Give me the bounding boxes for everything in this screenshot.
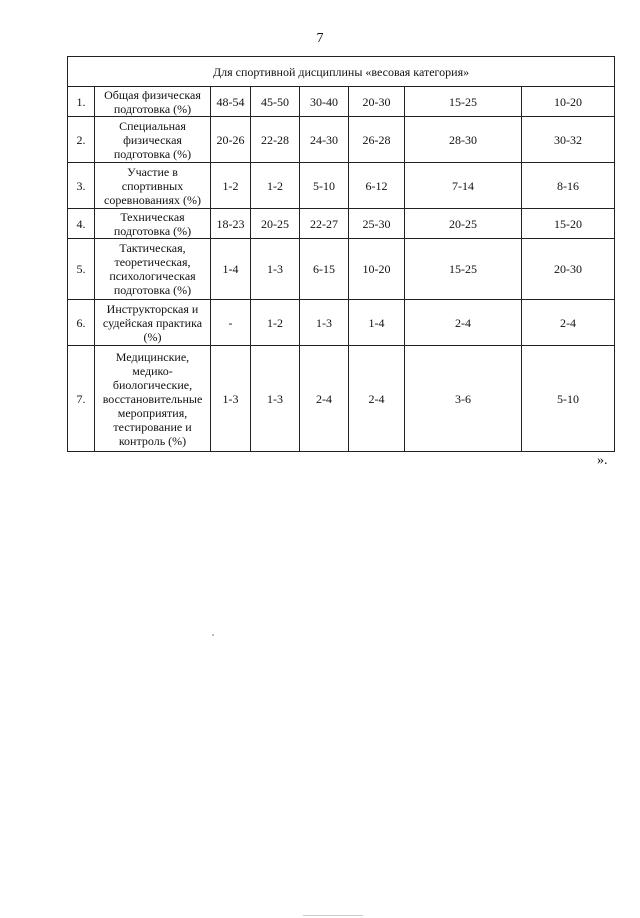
table-row: [68, 87, 615, 117]
scan-speck: [212, 634, 214, 636]
row-label: Общая физическая подготовка (%): [95, 87, 211, 117]
value-cell: 5-10: [300, 163, 349, 209]
value-cell: 15-20: [522, 209, 615, 239]
value-cell: 45-50: [251, 87, 300, 117]
row-number: 3.: [68, 163, 95, 209]
row-number: 1.: [68, 87, 95, 117]
table-row: [68, 346, 615, 452]
row-label: Техническая подготовка (%): [95, 209, 211, 239]
value-cell: 2-4: [349, 346, 405, 452]
value-cell: 22-28: [251, 117, 300, 163]
value-cell: 20-26: [211, 117, 251, 163]
value-cell: 25-30: [349, 209, 405, 239]
value-cell: 28-30: [405, 117, 522, 163]
table-row: [68, 239, 615, 300]
table-row: [68, 209, 615, 239]
row-number: 2.: [68, 117, 95, 163]
row-label: Медицинские, медико-биологические, восстановительные мероприятия, тестирование и контроль (%): [95, 346, 211, 452]
value-cell: 24-30: [300, 117, 349, 163]
value-cell: 1-3: [251, 346, 300, 452]
row-label: Специальная физическая подготовка (%): [95, 117, 211, 163]
value-cell: 6-15: [300, 239, 349, 300]
scan-speck: [303, 915, 363, 916]
row-label: Тактическая, теоретическая, психологическая подготовка (%): [95, 239, 211, 300]
value-cell: 2-4: [300, 346, 349, 452]
value-cell: 2-4: [522, 300, 615, 346]
value-cell: 8-16: [522, 163, 615, 209]
value-cell: 20-30: [349, 87, 405, 117]
closing-quote: ».: [597, 453, 608, 468]
value-cell: -: [211, 300, 251, 346]
value-cell: 1-2: [211, 163, 251, 209]
value-cell: 1-2: [251, 300, 300, 346]
table-row: [68, 300, 615, 346]
value-cell: 18-23: [211, 209, 251, 239]
row-number: 6.: [68, 300, 95, 346]
value-cell: 48-54: [211, 87, 251, 117]
row-label: Участие в спортивных соревнованиях (%): [95, 163, 211, 209]
value-cell: 10-20: [522, 87, 615, 117]
value-cell: 10-20: [349, 239, 405, 300]
table-row: [68, 163, 615, 209]
table-row: [68, 117, 615, 163]
value-cell: 20-25: [405, 209, 522, 239]
value-cell: 15-25: [405, 239, 522, 300]
value-cell: 22-27: [300, 209, 349, 239]
value-cell: 1-4: [349, 300, 405, 346]
page-number: 7: [316, 31, 324, 46]
value-cell: 1-3: [251, 239, 300, 300]
training-ratio-table: [67, 56, 615, 452]
value-cell: 3-6: [405, 346, 522, 452]
value-cell: 6-12: [349, 163, 405, 209]
table-title: Для спортивной дисциплины «весовая категория»: [68, 57, 615, 87]
value-cell: 20-25: [251, 209, 300, 239]
value-cell: 1-3: [300, 300, 349, 346]
value-cell: 1-2: [251, 163, 300, 209]
value-cell: 5-10: [522, 346, 615, 452]
value-cell: 20-30: [522, 239, 615, 300]
value-cell: 26-28: [349, 117, 405, 163]
row-number: 4.: [68, 209, 95, 239]
row-number: 5.: [68, 239, 95, 300]
table-title-row: [68, 57, 615, 87]
value-cell: 15-25: [405, 87, 522, 117]
row-number: 7.: [68, 346, 95, 452]
value-cell: 7-14: [405, 163, 522, 209]
value-cell: 30-32: [522, 117, 615, 163]
row-label: Инструкторская и судейская практика (%): [95, 300, 211, 346]
value-cell: 2-4: [405, 300, 522, 346]
value-cell: 1-3: [211, 346, 251, 452]
value-cell: 30-40: [300, 87, 349, 117]
value-cell: 1-4: [211, 239, 251, 300]
